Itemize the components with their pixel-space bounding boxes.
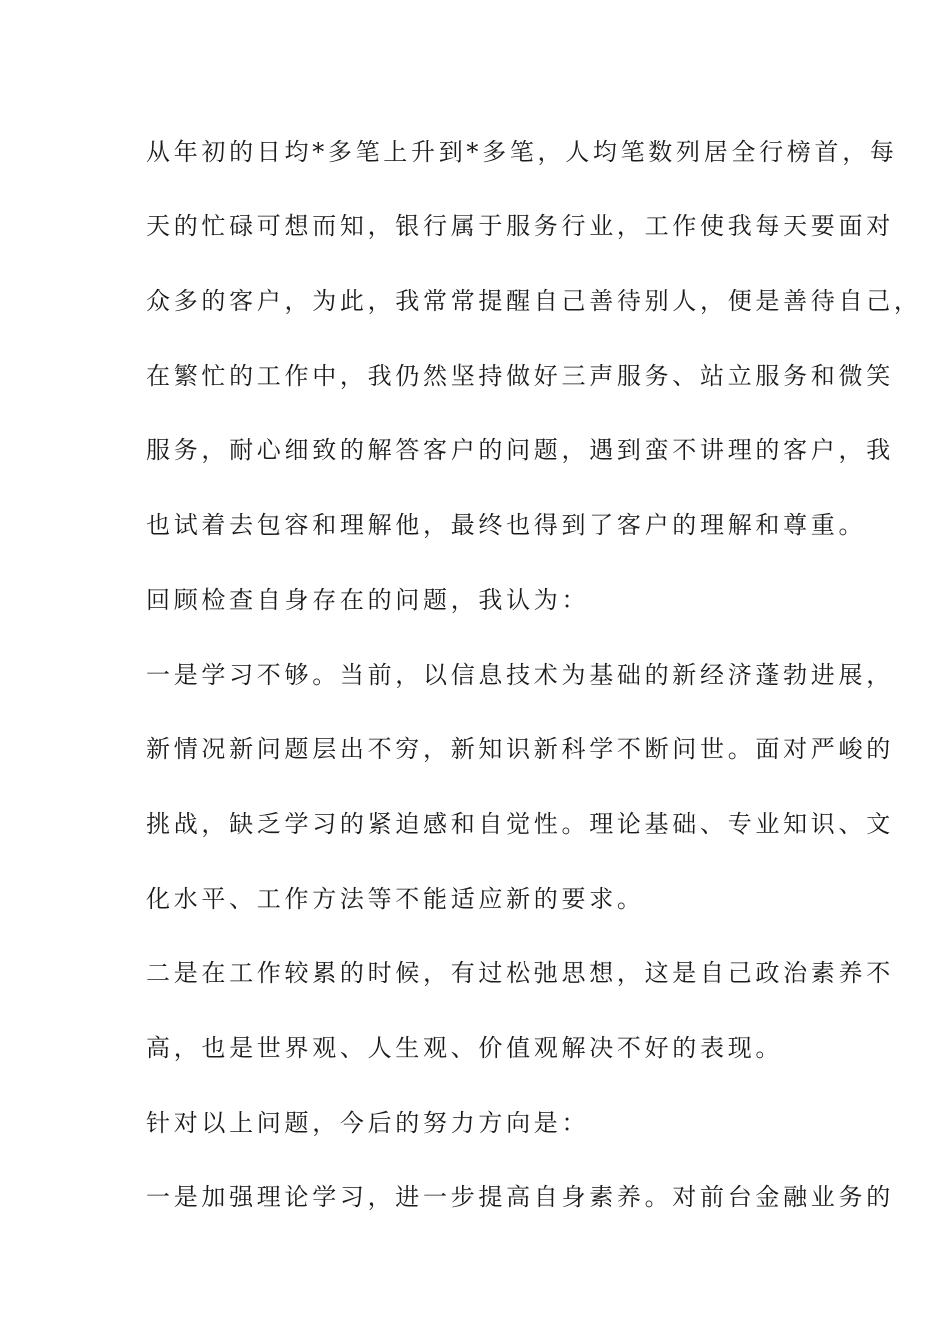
text-line: 一是加强理论学习，进一步提高自身素养。对前台金融业务的 [146, 1183, 894, 1211]
text-line: 回顾检查自身存在的问题，我认为： [146, 586, 590, 614]
text-line: 二是在工作较累的时候，有过松弛思想，这是自己政治素养不 [146, 959, 894, 987]
text-line: 众多的客户，为此，我常常提醒自己善待别人，便是善待自己， [146, 287, 922, 315]
text-line: 化水平、工作方法等不能适应新的要求。 [146, 885, 645, 913]
text-line: 服务，耐心细致的解答客户的问题，遇到蛮不讲理的客户，我 [146, 436, 894, 464]
text-line: 也试着去包容和理解他，最终也得到了客户的理解和尊重。 [146, 511, 867, 539]
text-line: 从年初的日均*多笔上升到*多笔，人均笔数列居全行榜首，每 [146, 138, 898, 166]
text-line: 一是学习不够。当前，以信息技术为基础的新经济蓬勃进展， [146, 661, 894, 689]
text-line: 天的忙碌可想而知，银行属于服务行业，工作使我每天要面对 [146, 212, 894, 240]
text-line: 在繁忙的工作中，我仍然坚持做好三声服务、站立服务和微笑 [146, 362, 894, 390]
text-line: 高，也是世界观、人生观、价值观解决不好的表现。 [146, 1034, 784, 1062]
text-line: 针对以上问题，今后的努力方向是： [146, 1109, 590, 1137]
text-line: 新情况新问题层出不穷，新知识新科学不断问世。面对严峻的 [146, 735, 894, 763]
text-line: 挑战，缺乏学习的紧迫感和自觉性。理论基础、专业知识、文 [146, 810, 894, 838]
